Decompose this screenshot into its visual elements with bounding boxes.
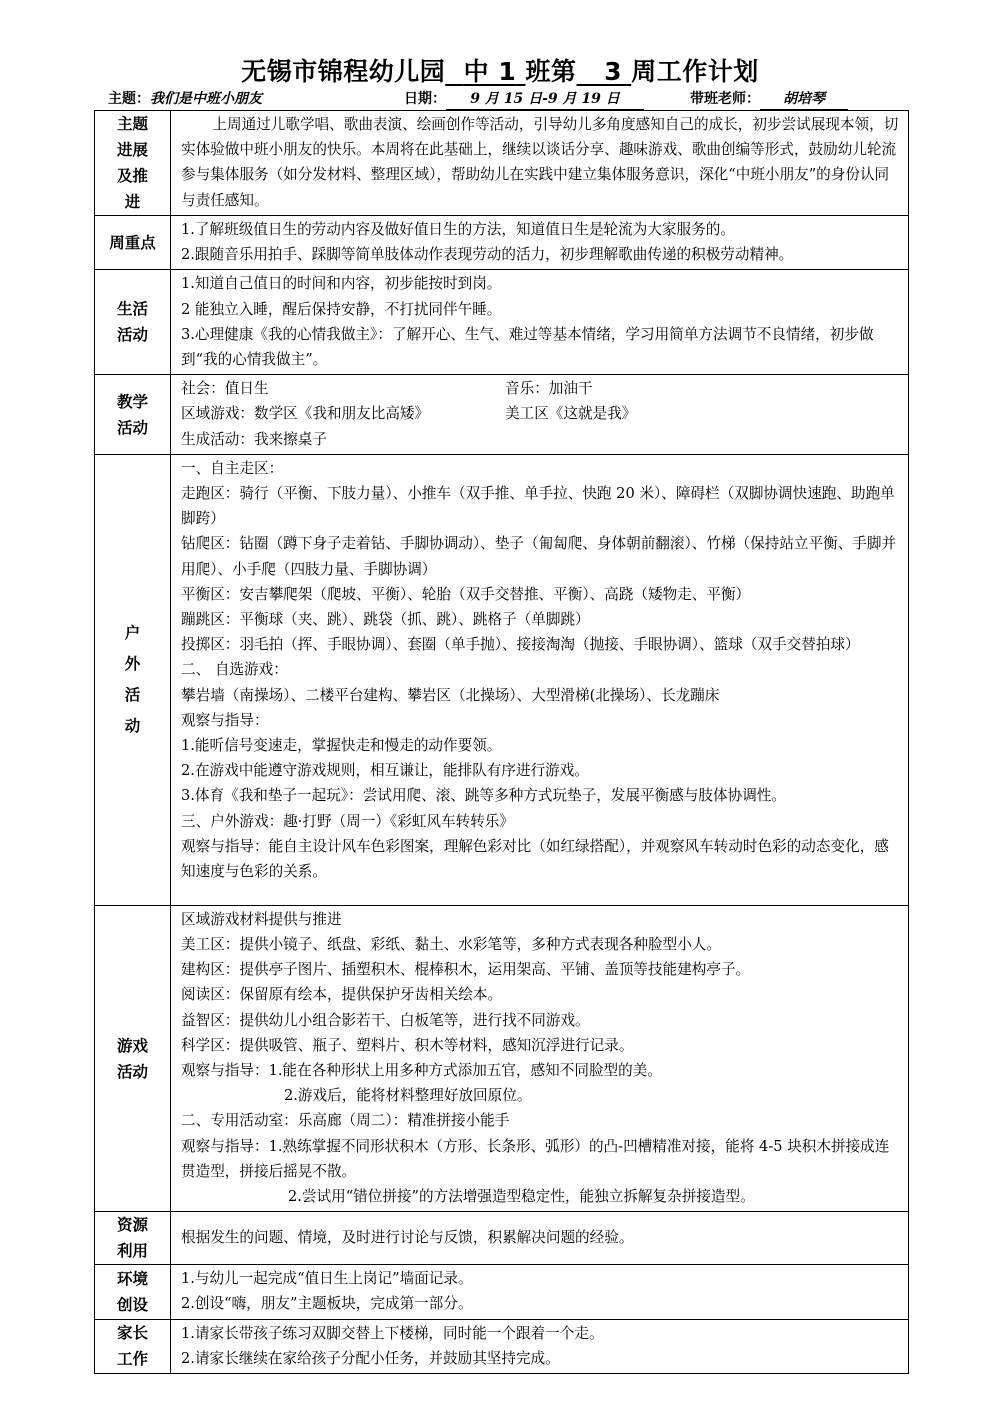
list-item: 阅读区：保留原有绘本，提供保护牙齿相关绘本。 (181, 986, 503, 1004)
teacher-meta (690, 89, 848, 109)
plan-suffix: 周工作计划 (631, 57, 759, 86)
theme-meta (108, 89, 262, 109)
row-environment (95, 1265, 909, 1319)
teaching-content (171, 375, 909, 455)
teaching-generated: 生成活动：我来擦桌子 (181, 430, 327, 448)
theme-value: 我们是中班小朋友 (150, 91, 262, 107)
row-outdoor (95, 454, 909, 905)
date-meta (404, 89, 644, 109)
list-item: 1.能听信号变速走，掌握快走和慢走的动作要领。 (181, 737, 502, 755)
list-item: 走跑区：骑行（平衡、下肢力量）、小推车（双手推、单手拉、快跑 20 米）、障碍栏（双脚协调快速跑、助跑单脚跨） (181, 485, 895, 528)
teaching-music: 音乐：加油干 (505, 380, 593, 398)
list-item: 1.与幼儿一起完成“值日生上岗记”墙面记录。 (181, 1270, 473, 1288)
list-item: 观察与指导： (181, 711, 269, 729)
weekly-focus-label: 周重点 (95, 216, 171, 270)
games-content (171, 905, 909, 1211)
week-number: 3 (604, 57, 623, 86)
date-label: 日期： (404, 91, 446, 107)
resources-content: 根据发生的问题、情境，及时进行讨论与反馈，积累解决问题的经验。 (171, 1212, 909, 1265)
teaching-label: 教学活动 (95, 375, 171, 455)
teaching-social: 社会：值日生 (181, 380, 269, 398)
plan-table (94, 110, 909, 1374)
list-item: 钻爬区：钻圈（蹲下身子走着钻、手脚协调动）、垫子（匍匐爬、身体朝前翻滚）、竹梯（保持站立平衡、手脚并用爬）、小手爬（四肢力量、手脚协调） (181, 535, 897, 578)
list-item: 蹦跳区：平衡球（夹、跳）、跳袋（抓、跳）、跳格子（单脚跳） (181, 611, 590, 629)
list-item: 2.请家长继续在家给孩子分配小任务，并鼓励其坚持完成。 (181, 1349, 560, 1367)
list-item: 2.尝试用“错位拼接”的方法增强造型稳定性，能独立拆解复杂拼接造型。 (288, 1188, 755, 1206)
outdoor-label: 户外活动 (95, 454, 171, 905)
list-item: 攀岩墙（南操场）、二楼平台建构、攀岩区（北操场）、大型滑梯(北操场）、长龙蹦床 (181, 686, 720, 704)
list-item: 观察与指导：1.能在各种形状上用多种方式添加五官，感知不同脸型的美。 (181, 1062, 662, 1080)
list-item: 1.了解班级值日生的劳动内容及做好值日生的方法，知道值日生是轮流为大家服务的。 (181, 221, 735, 238)
list-item: 2 能独立入睡，醒后保持安静，不打扰同伴午睡。 (181, 300, 502, 318)
list-item: 投掷区：羽毛拍（挥、手眼协调）、套圈（单手抛）、接接淘淘（抛接、手眼协调）、篮球（双手交替拍球） (181, 636, 860, 654)
theme-label: 主题： (108, 91, 150, 107)
list-item: 建构区：提供亭子图片、插塑积木、棍棒积木，运用架高、平铺、盖顶等技能建构亭子。 (181, 961, 751, 979)
row-weekly-focus (95, 216, 909, 270)
list-item: 平衡区：安吉攀爬架（爬坡、平衡）、轮胎（双手交替推、平衡）、高跷（矮物走、平衡） (181, 585, 751, 603)
row-theme-progress (95, 111, 909, 216)
date-value: 9 月 15 日-9 月 19 日 (446, 89, 644, 110)
list-item: 2.在游戏中能遵守游戏规则，相互谦让，能排队有序进行游戏。 (181, 762, 589, 780)
teacher-label: 带班老师： (690, 91, 760, 107)
environment-content (171, 1265, 909, 1319)
row-teaching (95, 375, 909, 455)
list-item: 1.请家长带孩子练习双脚交替上下楼梯，同时能一个跟着一个走。 (181, 1324, 604, 1342)
list-item: 3.体育《我和垫子一起玩》：尝试用爬、滚、跳等多种方式玩垫子，发展平衡感与肢体协调性。 (181, 787, 786, 805)
list-item: 观察与指导：能自主设计风车色彩图案，理解色彩对比（如红绿搭配），并观察风车转动时色彩的动态变化，感知速度与色彩的关系。 (181, 837, 889, 881)
teaching-art-area: 美工区《这就是我》 (505, 405, 637, 423)
resources-label: 资源利用 (95, 1212, 171, 1265)
list-item: 观察与指导：1.熟练掌握不同形状积木（方形、长条形、弧形）的凸-凹槽精准对接，能将 4-5 块积木拼接成连贯造型，拼接后摇晃不散。 (181, 1137, 890, 1180)
list-item: 2.跟随音乐用拍手、踩脚等简单肢体动作表现劳动的活力，初步理解歌曲传递的积极劳动精神。 (181, 246, 794, 264)
row-games (95, 905, 909, 1211)
list-item: 2.创设“嗨，朋友”主题板块，完成第一部分。 (181, 1295, 473, 1313)
daily-life-content (171, 270, 909, 375)
class-name: 中 1 (463, 57, 517, 86)
page-title (0, 56, 1000, 88)
teaching-area-game: 区域游戏：数学区《我和朋友比高矮》 (181, 405, 430, 423)
parents-content (171, 1319, 909, 1373)
weekly-focus-content (171, 216, 909, 270)
list-item: 3.心理健康《我的心情我做主》：了解开心、生气、难过等基本情绪，学习用简单方法调节不良情绪，初步做到“我的心情我做主”。 (181, 325, 874, 369)
list-item: 1.知道自己值日的时间和内容，初步能按时到岗。 (181, 275, 502, 293)
row-daily-life (95, 270, 909, 375)
class-suffix: 班第 (525, 57, 577, 86)
list-item: 科学区：提供吸管、瓶子、塑料片、积木等材料，感知沉浮进行记录。 (181, 1036, 634, 1054)
theme-progress-content: 上周通过儿歌学唱、歌曲表演、绘画创作等活动，引导幼儿多角度感知自己的成长，初步尝试展现本领，切实体验做中班小朋友的快乐。本周将在此基础上，继续以谈话分享、趣味游戏、歌曲创编等形式，鼓励幼儿轮流参与集体服务（如分发材料、整理区域），帮助幼儿在实践中建立集体服务意识，深化“中班小朋友”的身份认同与责任感知。 (171, 111, 909, 216)
environment-label: 环境创设 (95, 1265, 171, 1319)
list-item: 二、 自选游戏： (181, 661, 288, 679)
daily-life-label: 生活活动 (95, 270, 171, 375)
parents-label: 家长工作 (95, 1319, 171, 1373)
row-resources (95, 1212, 909, 1265)
games-label: 游戏活动 (95, 905, 171, 1211)
list-item: 三、户外游戏：趣·打野（周一）《彩虹风车转转乐》 (181, 812, 514, 830)
theme-progress-label: 主题进展及推进 (95, 111, 171, 216)
outdoor-content (171, 454, 909, 905)
list-item: 一、自主走区： (181, 459, 284, 477)
kindergarten-name: 无锡市锦程幼儿园 (241, 57, 446, 86)
list-item: 2.游戏后，能将材料整理好放回原位。 (284, 1087, 532, 1105)
teacher-value: 胡培琴 (760, 89, 848, 110)
list-item: 区域游戏材料提供与推进 (181, 910, 342, 928)
list-item: 益智区：提供幼儿小组合影若干、白板笔等，进行找不同游戏。 (181, 1011, 590, 1029)
list-item: 美工区：提供小镜子、纸盘、彩纸、黏土、水彩笔等，多种方式表现各种脸型小人。 (181, 936, 721, 954)
row-parents (95, 1319, 909, 1373)
list-item: 二、专用活动室：乐高廊（周二）：精准拼接小能手 (181, 1112, 510, 1130)
